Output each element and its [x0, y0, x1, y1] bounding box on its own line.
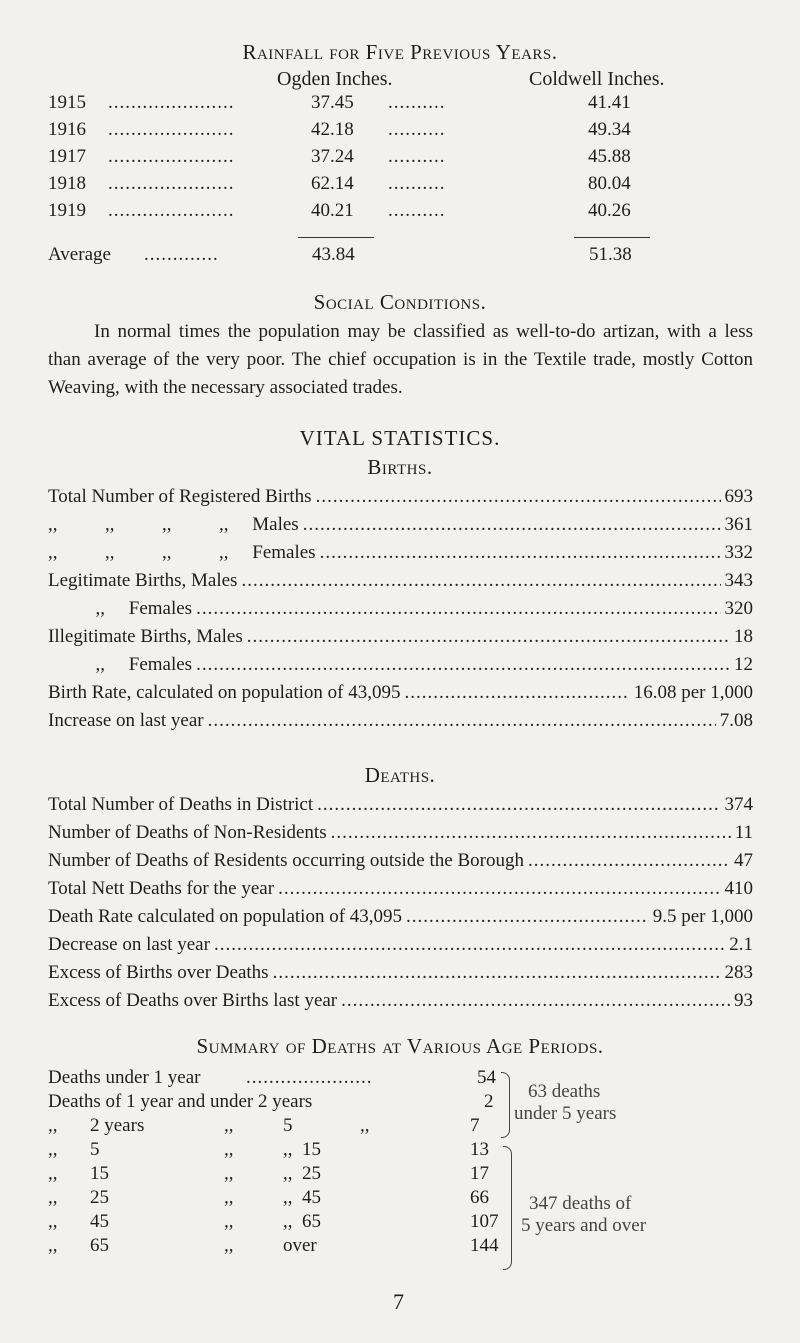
- births-row: [48, 484, 753, 510]
- summary-age-to: 5: [283, 1115, 293, 1136]
- deaths-row: [48, 876, 753, 902]
- births-row-value: 7.08: [719, 710, 753, 731]
- rainfall-year: 1917: [48, 146, 86, 167]
- summary-ditto: ,,: [48, 1235, 58, 1256]
- births-row-dots: [196, 652, 730, 678]
- births-row-value: 320: [724, 598, 753, 619]
- births-row-label: ,, Females: [48, 598, 193, 619]
- summary-deaths-value: 144: [470, 1235, 499, 1256]
- summary-heading: Summary of Deaths at Various Age Periods.: [196, 1034, 604, 1058]
- births-row: [48, 680, 753, 706]
- births-row-label: Birth Rate, calculated on population of 43,095: [48, 682, 401, 703]
- deaths-row-dots: [331, 820, 731, 846]
- rainfall-ogden-value: 37.24: [311, 146, 354, 167]
- births-row-value: 343: [724, 570, 753, 591]
- deaths-row-value: 374: [724, 794, 753, 815]
- births-row: [48, 568, 753, 594]
- rainfall-leader-dots: ..........: [388, 173, 446, 194]
- summary-brace-5-and-over: [503, 1146, 512, 1270]
- summary-ditto: ,,: [48, 1163, 58, 1184]
- vital-heading: VITAL STATISTICS.: [299, 426, 501, 450]
- social-heading: Social Conditions.: [313, 290, 487, 314]
- summary-note-over-5-line2: 5 years and over: [521, 1215, 647, 1236]
- summary-row2-label: Deaths of 1 year and under 2 years: [48, 1091, 313, 1112]
- births-row-dots: [247, 624, 730, 650]
- deaths-row-value: 410: [724, 878, 753, 899]
- summary-age-from: 45: [90, 1211, 109, 1232]
- rainfall-leader-dots: ..........: [388, 119, 446, 140]
- births-row-dots: [303, 512, 721, 538]
- rainfall-ogden-value: 37.45: [311, 92, 354, 113]
- births-row-dots: [404, 680, 629, 706]
- summary-deaths-value: 107: [470, 1211, 499, 1232]
- births-row-label: Increase on last year: [48, 710, 204, 731]
- summary-age-from: 15: [90, 1163, 109, 1184]
- rainfall-leader-dots: ......................: [108, 92, 235, 113]
- deaths-heading: Deaths.: [364, 763, 436, 787]
- births-row: [48, 624, 753, 650]
- summary-ditto: ,,: [48, 1115, 58, 1136]
- births-row-label: ,, Females: [48, 654, 193, 675]
- summary-age-from: 25: [90, 1187, 109, 1208]
- rainfall-heading: Rainfall for Five Previous Years.: [242, 40, 558, 64]
- deaths-row-value: 9.5 per 1,000: [652, 906, 753, 927]
- rainfall-col-ogden: Ogden Inches.: [277, 68, 393, 90]
- deaths-row-value: 93: [734, 990, 753, 1011]
- deaths-row: [48, 848, 753, 874]
- rainfall-leader-dots: ......................: [108, 119, 235, 140]
- births-row-value: 693: [724, 486, 753, 507]
- deaths-row: [48, 960, 753, 986]
- summary-age-to: ,, 45: [283, 1187, 321, 1208]
- summary-ditto: ,,: [360, 1115, 370, 1136]
- births-row-value: 361: [724, 514, 753, 535]
- deaths-row-dots: [406, 904, 649, 930]
- rainfall-average-dots: .............: [144, 244, 219, 265]
- summary-age-from: 65: [90, 1235, 109, 1256]
- summary-age-from: 5: [90, 1139, 100, 1160]
- births-row-value: 332: [724, 542, 753, 563]
- rainfall-leader-dots: ..........: [388, 200, 446, 221]
- deaths-row-dots: [273, 960, 721, 986]
- births-row-value: 16.08 per 1,000: [633, 682, 753, 703]
- births-row-dots: [241, 568, 720, 594]
- rainfall-rule-coldwell: [574, 237, 650, 238]
- births-heading: Births.: [367, 455, 433, 479]
- deaths-row-label: Number of Deaths of Residents occurring outside the Borough: [48, 850, 524, 871]
- rainfall-year: 1918: [48, 173, 86, 194]
- deaths-row: [48, 820, 753, 846]
- rainfall-leader-dots: ..........: [388, 92, 446, 113]
- summary-row1-dots: ......................: [246, 1067, 373, 1088]
- births-row-label: Illegitimate Births, Males: [48, 626, 243, 647]
- summary-ditto: ,,: [224, 1187, 234, 1208]
- deaths-row-label: Excess of Deaths over Births last year: [48, 990, 338, 1011]
- rainfall-coldwell-value: 80.04: [588, 173, 631, 194]
- rainfall-year: 1919: [48, 200, 86, 221]
- deaths-row-label: Total Nett Deaths for the year: [48, 878, 275, 899]
- social-paragraph: In normal times the population may be classified as well-to-do artizan, with a less than average of the very poor. The chief occupation is in the Textile trade, mostly Cotton Weaving, with the necessary associated trades.: [48, 321, 753, 398]
- rainfall-rule-ogden: [298, 237, 374, 238]
- summary-deaths-value: 17: [470, 1163, 489, 1184]
- rainfall-year: 1915: [48, 92, 86, 113]
- births-row-label: Total Number of Registered Births: [48, 486, 312, 507]
- deaths-row-label: Death Rate calculated on population of 43,095: [48, 906, 403, 927]
- births-row-label: ,, ,, ,, ,, Males: [48, 514, 299, 535]
- deaths-row-label: Excess of Births over Deaths: [48, 962, 269, 983]
- summary-note-under-5-line2: under 5 years: [514, 1103, 617, 1124]
- births-row-dots: [208, 708, 716, 734]
- summary-note-under-5-line1: 63 deaths: [528, 1081, 601, 1102]
- deaths-row-value: 283: [724, 962, 753, 983]
- births-row-dots: [316, 484, 721, 510]
- deaths-row-label: Number of Deaths of Non-Residents: [48, 822, 327, 843]
- births-row-dots: [196, 596, 720, 622]
- deaths-row-value: 47: [734, 850, 753, 871]
- rainfall-coldwell-value: 45.88: [588, 146, 631, 167]
- births-row: [48, 596, 753, 622]
- rainfall-coldwell-value: 41.41: [588, 92, 631, 113]
- births-row-dots: [320, 540, 721, 566]
- births-row: [48, 512, 753, 538]
- births-row: [48, 652, 753, 678]
- births-row-value: 12: [734, 654, 753, 675]
- page-number: 7: [393, 1289, 404, 1314]
- rainfall-coldwell-value: 40.26: [588, 200, 631, 221]
- deaths-row-dots: [341, 988, 730, 1014]
- births-row-value: 18: [734, 626, 753, 647]
- summary-ditto: ,,: [224, 1115, 234, 1136]
- summary-row1-label: Deaths under 1 year: [48, 1067, 201, 1088]
- deaths-row-value: 11: [734, 822, 753, 843]
- summary-age-to: ,, 15: [283, 1139, 321, 1160]
- rainfall-col-coldwell: Coldwell Inches.: [529, 68, 665, 90]
- rainfall-coldwell-value: 49.34: [588, 119, 631, 140]
- summary-note-over-5-line1: 347 deaths of: [529, 1193, 632, 1214]
- summary-age-to: over: [283, 1235, 317, 1256]
- rainfall-average-label: Average: [48, 244, 111, 265]
- deaths-row-dots: [278, 876, 720, 902]
- deaths-row: [48, 988, 753, 1014]
- summary-row1-value: 54: [477, 1067, 496, 1088]
- rainfall-leader-dots: ......................: [108, 173, 235, 194]
- summary-brace-under-5: [501, 1072, 510, 1138]
- births-row: [48, 708, 753, 734]
- births-row-label: Legitimate Births, Males: [48, 570, 238, 591]
- rainfall-average-ogden: 43.84: [312, 244, 355, 265]
- summary-ditto: ,,: [48, 1211, 58, 1232]
- births-row-label: ,, ,, ,, ,, Females: [48, 542, 316, 563]
- rainfall-ogden-value: 62.14: [311, 173, 354, 194]
- rainfall-leader-dots: ..........: [388, 146, 446, 167]
- summary-ditto: ,,: [224, 1139, 234, 1160]
- rainfall-ogden-value: 42.18: [311, 119, 354, 140]
- summary-age-to: ,, 25: [283, 1163, 321, 1184]
- summary-age-from: 2 years: [90, 1115, 145, 1136]
- summary-age-to: ,, 65: [283, 1211, 321, 1232]
- births-row: [48, 540, 753, 566]
- deaths-row-dots: [317, 792, 720, 818]
- deaths-row-dots: [214, 932, 725, 958]
- summary-deaths-value: 7: [470, 1115, 480, 1136]
- rainfall-ogden-value: 40.21: [311, 200, 354, 221]
- summary-row2-value: 2: [484, 1091, 494, 1112]
- deaths-row: [48, 904, 753, 930]
- deaths-row-dots: [528, 848, 730, 874]
- summary-ditto: ,,: [224, 1211, 234, 1232]
- rainfall-average-coldwell: 51.38: [589, 244, 632, 265]
- rainfall-year: 1916: [48, 119, 86, 140]
- deaths-row-label: Decrease on last year: [48, 934, 210, 955]
- deaths-row-value: 2.1: [729, 934, 753, 955]
- summary-deaths-value: 66: [470, 1187, 489, 1208]
- deaths-row-label: Total Number of Deaths in District: [48, 794, 314, 815]
- summary-ditto: ,,: [224, 1235, 234, 1256]
- deaths-row: [48, 792, 753, 818]
- summary-ditto: ,,: [48, 1139, 58, 1160]
- rainfall-leader-dots: ......................: [108, 200, 235, 221]
- rainfall-leader-dots: ......................: [108, 146, 235, 167]
- summary-ditto: ,,: [48, 1187, 58, 1208]
- summary-deaths-value: 13: [470, 1139, 489, 1160]
- deaths-row: [48, 932, 753, 958]
- summary-ditto: ,,: [224, 1163, 234, 1184]
